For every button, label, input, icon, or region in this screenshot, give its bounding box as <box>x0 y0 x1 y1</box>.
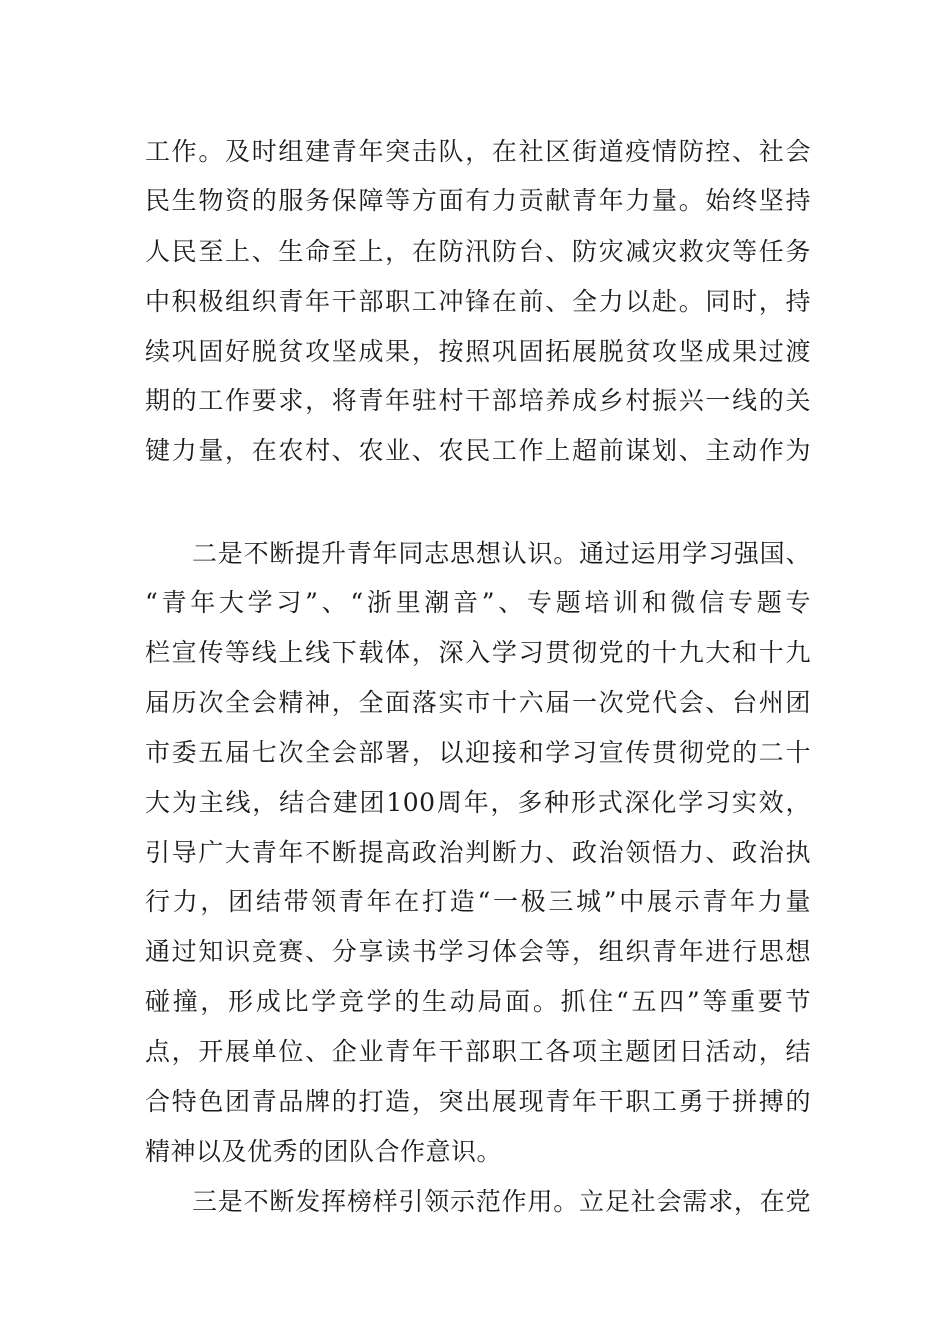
text-line: 工作。及时组建青年突击队，在社区街道疫情防控、社会 <box>145 137 811 166</box>
text-line: 届历次全会精神，全面落实市十六届一次党代会、台州团 <box>145 688 811 717</box>
text-line: 碰撞，形成比学竞学的生动局面。抓住“五四”等重要节 <box>145 987 811 1016</box>
text-line: 期的工作要求，将青年驻村干部培养成乡村振兴一线的关 <box>145 386 811 415</box>
text-line: 引导广大青年不断提高政治判断力、政治领悟力、政治执 <box>145 838 811 867</box>
text-line: 精神以及优秀的团队合作意识。 <box>145 1137 503 1166</box>
text-line: 大为主线，结合建团100周年，多种形式深化学习实效， <box>145 788 811 817</box>
text-line: 中积极组织青年干部职工冲锋在前、全力以赴。同时，持 <box>145 287 811 316</box>
text-line: 三是不断发挥榜样引领示范作用。立足社会需求，在党 <box>192 1187 811 1216</box>
text-line: 人民至上、生命至上，在防汛防台、防灾减灾救灾等任务 <box>145 237 811 266</box>
text-line: 二是不断提升青年同志思想认识。通过运用学习强国、 <box>192 539 811 568</box>
text-line: 行力，团结带领青年在打造“一极三城”中展示青年力量 <box>145 887 811 916</box>
text-line: 市委五届七次全会部署，以迎接和学习宣传贯彻党的二十 <box>145 738 811 767</box>
text-line: 键力量，在农村、农业、农民工作上超前谋划、主动作为 <box>145 436 811 465</box>
text-line: 通过知识竞赛、分享读书学习体会等，组织青年进行思想 <box>145 937 811 966</box>
text-line: 栏宣传等线上线下载体，深入学习贯彻党的十九大和十九 <box>145 638 811 667</box>
text-line: 续巩固好脱贫攻坚成果，按照巩固拓展脱贫攻坚成果过渡 <box>145 337 811 366</box>
text-line: 合特色团青品牌的打造，突出展现青年干职工勇于拼搏的 <box>145 1087 811 1116</box>
text-line: “青年大学习”、“浙里潮音”、专题培训和微信专题专 <box>145 588 811 617</box>
text-line: 点，开展单位、企业青年干部职工各项主题团日活动，结 <box>145 1037 811 1066</box>
text-line: 民生物资的服务保障等方面有力贡献青年力量。始终坚持 <box>145 186 811 215</box>
